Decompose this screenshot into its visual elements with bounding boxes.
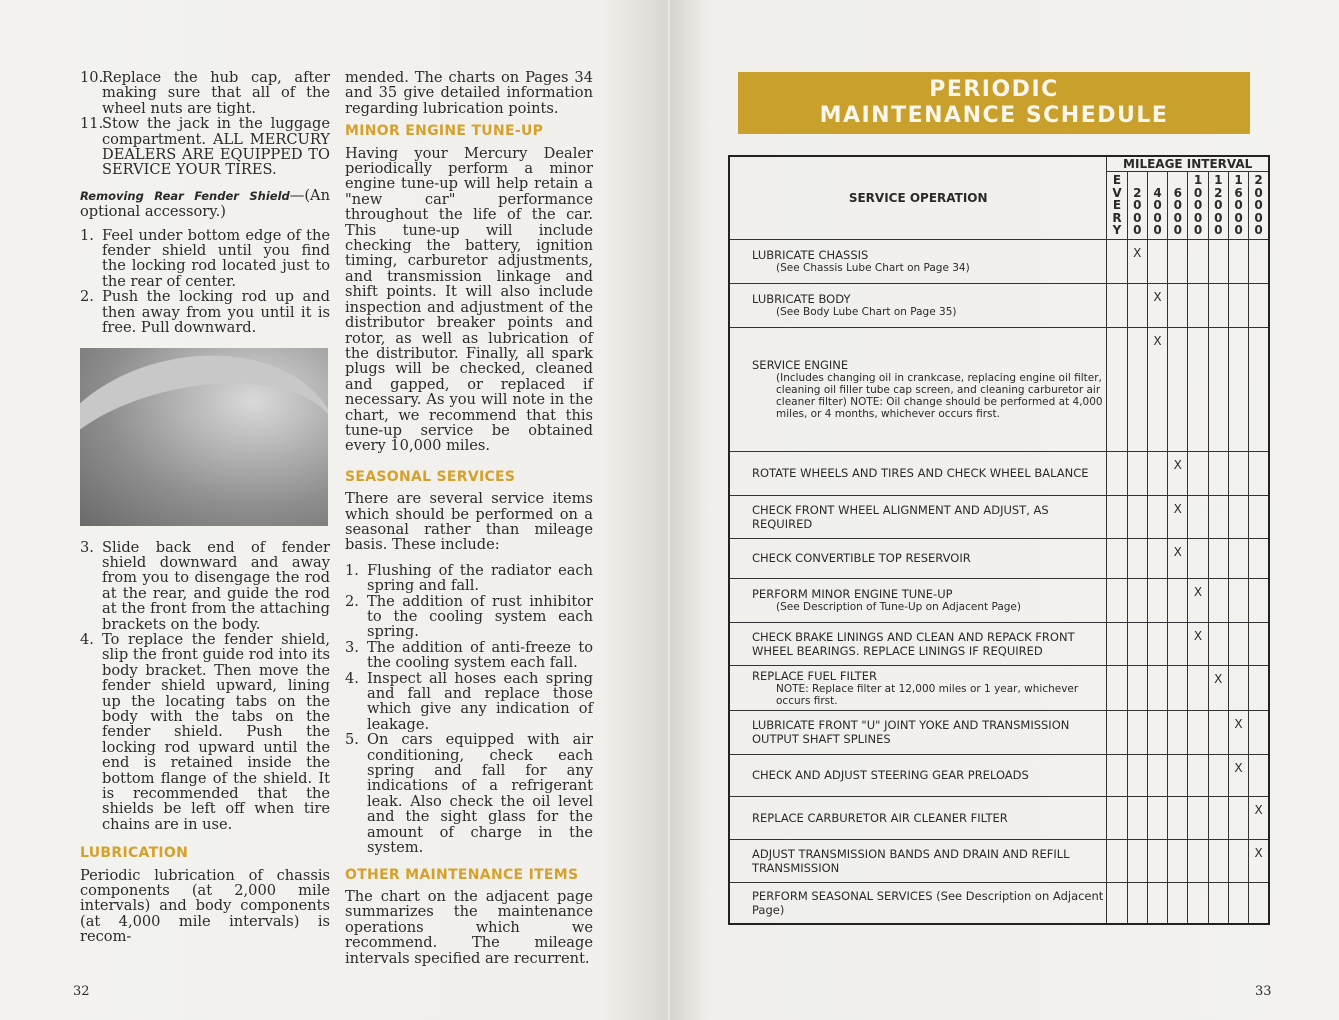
table-row	[729, 283, 1269, 327]
service-operation	[729, 495, 1107, 538]
table-row	[729, 495, 1269, 538]
interval-cell	[1249, 283, 1269, 327]
operation-note: (See Body Lube Chart on Page 35)	[776, 306, 957, 318]
left-column	[80, 70, 330, 947]
interval-cell	[1208, 239, 1228, 283]
operation-label: CHECK CONVERTIBLE TOP RESERVOIR	[752, 551, 971, 565]
interval-cell	[1188, 451, 1208, 495]
interval-cell	[1208, 451, 1228, 495]
operation-label: SERVICE ENGINE	[752, 358, 849, 372]
interval-cell	[1168, 710, 1188, 754]
item-text: Flushing of the radiator each spring and fall.	[367, 561, 593, 595]
service-operation	[729, 665, 1107, 710]
interval-cell	[1127, 495, 1147, 538]
seasonal-text: There are several service items which should be performed on a seasonal rather than mileage basis. These include:	[345, 490, 593, 554]
interval-cell	[1147, 327, 1167, 451]
list-item	[80, 116, 330, 178]
interval-cell	[1228, 239, 1248, 283]
interval-cell	[1147, 239, 1167, 283]
operation-note: (See Description of Tune-Up on Adjacent Page)	[776, 601, 1021, 613]
interval-cell	[1127, 839, 1147, 882]
interval-cell	[1168, 239, 1188, 283]
table-row	[729, 239, 1269, 283]
list-item	[80, 289, 330, 335]
interval-cell	[1107, 839, 1127, 882]
item-number: 10.	[80, 69, 104, 86]
table-row	[729, 451, 1269, 495]
interval-cell	[1228, 495, 1248, 538]
operation-note: (See Chassis Lube Chart on Page 34)	[776, 262, 970, 274]
service-operation	[729, 451, 1107, 495]
interval-cell	[1188, 327, 1208, 451]
interval-cell	[1249, 796, 1269, 839]
interval-cell	[1208, 882, 1228, 924]
interval-cell	[1168, 622, 1188, 665]
lubrication-text: Periodic lubrication of chassis components (at 2,000 mile intervals) and body components (at 4,000 mile intervals) is recom-	[80, 866, 330, 946]
service-operation	[729, 283, 1107, 327]
list-item	[80, 632, 330, 832]
check-mark: X	[1214, 671, 1223, 686]
page-number: 33	[1255, 984, 1272, 999]
interval-cell	[1188, 495, 1208, 538]
service-operation	[729, 796, 1107, 839]
service-operation	[729, 538, 1107, 578]
interval-cell	[1208, 578, 1228, 622]
table-row	[729, 538, 1269, 578]
interval-cell	[1107, 796, 1127, 839]
banner-line-2: MAINTENANCE SCHEDULE	[819, 103, 1169, 128]
interval-cell	[1228, 451, 1248, 495]
interval-column-header: E V E R Y	[1107, 172, 1127, 240]
interval-cell	[1249, 622, 1269, 665]
item-number: 11.	[80, 115, 104, 133]
interval-cell	[1147, 538, 1167, 578]
interval-cell	[1107, 665, 1127, 710]
interval-cell	[1168, 538, 1188, 578]
item-text: Replace the hub cap, after making sure that all of the wheel nuts are tight.	[102, 69, 330, 117]
interval-cell	[1127, 754, 1147, 796]
tuneup-text: Having your Mercury Dealer periodically perform a minor engine tune-up will help retain a "new car" performance throughout the life of the car. This tune-up will include checking the battery, ignition timing, carburetor adjustments, and transmission linkage and shift points. It will also include inspection and adjustment of the distributor breaker points and rotor, as well as lubrication of the distributor. Finally, all spark plugs will be checked, cleaned and gapped, or replaced if necessary. As you will note in the chart, we recommend that this tune-up service be obtained every 10,000 miles.	[345, 144, 593, 455]
interval-cell	[1168, 796, 1188, 839]
middle-column	[345, 70, 593, 968]
table-row	[729, 578, 1269, 622]
check-mark: X	[1153, 289, 1162, 304]
interval-cell	[1188, 754, 1208, 796]
interval-column-header: 6 0 0 0	[1168, 172, 1188, 240]
interval-cell	[1107, 710, 1127, 754]
list-item	[345, 671, 593, 733]
interval-cell	[1188, 710, 1208, 754]
interval-cell	[1249, 839, 1269, 882]
interval-cell	[1208, 754, 1228, 796]
other-text: The chart on the adjacent page summarizes the maintenance operations which we recommend. The mileage intervals specified are recurrent.	[345, 887, 593, 967]
interval-cell	[1168, 451, 1188, 495]
table-row	[729, 665, 1269, 710]
interval-cell	[1127, 578, 1147, 622]
interval-cell	[1168, 754, 1188, 796]
operation-label: LUBRICATE BODY	[752, 292, 851, 306]
table-row	[729, 796, 1269, 839]
operation-label: CHECK BRAKE LININGS AND CLEAN AND REPACK FRONT WHEEL BEARINGS. REPLACE LININGS IF REQUIRED	[752, 629, 1075, 658]
interval-cell	[1249, 578, 1269, 622]
item-text: The addition of anti-freeze to the cooling system each fall.	[367, 638, 593, 672]
interval-column-header: 1 2 0 0 0	[1208, 172, 1228, 240]
interval-cell	[1147, 754, 1167, 796]
operation-label: LUBRICATE CHASSIS	[752, 248, 869, 262]
fender-intro: —(An optional accessory.)	[80, 186, 330, 221]
interval-cell	[1127, 239, 1147, 283]
service-operation	[729, 622, 1107, 665]
interval-cell	[1107, 239, 1127, 283]
list-item	[80, 228, 330, 290]
list-item	[345, 732, 593, 855]
interval-column-header: 1 0 0 0 0	[1188, 172, 1208, 240]
interval-cell	[1208, 796, 1228, 839]
service-operation	[729, 239, 1107, 283]
operation-label: PERFORM MINOR ENGINE TUNE-UP	[752, 587, 953, 601]
check-mark: X	[1193, 584, 1203, 599]
interval-cell	[1188, 796, 1208, 839]
interval-cell	[1168, 578, 1188, 622]
service-operation	[729, 882, 1107, 924]
check-mark: X	[1173, 544, 1182, 559]
item-number: 1.	[80, 226, 94, 244]
interval-cell	[1147, 882, 1167, 924]
table-row	[729, 622, 1269, 665]
table-row	[729, 754, 1269, 796]
check-mark: X	[1133, 245, 1142, 260]
interval-cell	[1249, 327, 1269, 451]
service-operation	[729, 327, 1107, 451]
operation-label: ROTATE WHEELS AND TIRES AND CHECK WHEEL BALANCE	[752, 466, 1089, 480]
table-row	[729, 327, 1269, 451]
interval-cell	[1249, 451, 1269, 495]
interval-cell	[1168, 327, 1188, 451]
interval-cell	[1249, 710, 1269, 754]
interval-cell	[1168, 495, 1188, 538]
interval-cell	[1228, 754, 1248, 796]
interval-cell	[1208, 622, 1228, 665]
interval-cell	[1208, 839, 1228, 882]
interval-cell	[1228, 578, 1248, 622]
interval-cell	[1147, 796, 1167, 839]
interval-cell	[1188, 839, 1208, 882]
interval-cell	[1249, 665, 1269, 710]
item-text: Slide back end of fender shield downward and away from you to disengage the rod at the rear, and guide the rod at the front from the attaching brackets on the body.	[102, 538, 330, 633]
interval-cell	[1147, 665, 1167, 710]
service-operation-header: SERVICE OPERATION	[729, 156, 1107, 239]
interval-cell	[1188, 538, 1208, 578]
item-text: Stow the jack in the luggage compartment. ALL MERCURY DEALERS ARE EQUIPPED TO SERVICE YOUR TIRES.	[102, 115, 330, 179]
interval-cell	[1249, 882, 1269, 924]
interval-cell	[1107, 495, 1127, 538]
service-operation	[729, 710, 1107, 754]
interval-cell	[1208, 710, 1228, 754]
interval-cell	[1147, 839, 1167, 882]
interval-cell	[1188, 578, 1208, 622]
interval-cell	[1208, 495, 1228, 538]
interval-cell	[1107, 882, 1127, 924]
interval-cell	[1249, 538, 1269, 578]
interval-cell	[1147, 578, 1167, 622]
item-number: 5.	[345, 731, 359, 749]
check-mark: X	[1193, 628, 1203, 643]
interval-column-header: 2 0 0 0	[1127, 172, 1147, 240]
table-row	[729, 839, 1269, 882]
list-item	[80, 70, 330, 116]
interval-cell	[1147, 451, 1167, 495]
list-item	[345, 594, 593, 640]
operation-label: REPLACE FUEL FILTER	[752, 668, 877, 683]
fender-shield-photo	[80, 348, 328, 526]
left-page	[0, 0, 668, 1020]
maintenance-table	[728, 155, 1270, 925]
banner-line-1: PERIODIC	[929, 77, 1059, 102]
check-mark: X	[1234, 716, 1243, 731]
interval-cell	[1147, 622, 1167, 665]
table-row	[729, 882, 1269, 924]
operation-label: REPLACE CARBURETOR AIR CLEANER FILTER	[752, 810, 1008, 825]
service-operation	[729, 578, 1107, 622]
operation-label: CHECK AND ADJUST STEERING GEAR PRELOADS	[752, 768, 1029, 782]
interval-cell	[1228, 665, 1248, 710]
interval-cell	[1107, 327, 1127, 451]
item-number: 4.	[345, 669, 359, 687]
operation-label: PERFORM SEASONAL SERVICES (See Description on Adjacent Page)	[752, 888, 1104, 917]
schedule-banner	[738, 72, 1250, 134]
interval-cell	[1249, 754, 1269, 796]
interval-cell	[1228, 882, 1248, 924]
interval-cell	[1188, 665, 1208, 710]
lubrication-continued: mended. The charts on Pages 34 and 35 give detailed information regarding lubrication points.	[345, 69, 593, 117]
interval-cell	[1127, 327, 1147, 451]
item-number: 2.	[345, 592, 359, 610]
check-mark: X	[1173, 501, 1182, 516]
item-number: 1.	[345, 561, 359, 579]
list-item	[80, 540, 330, 632]
other-heading: OTHER MAINTENANCE ITEMS	[345, 866, 579, 883]
fender-title: Removing Rear Fender Shield	[80, 188, 290, 203]
interval-column-header: 1 6 0 0 0	[1228, 172, 1248, 240]
item-text: Feel under bottom edge of the fender shield until you find the locking rod located just to the rear of center.	[102, 226, 330, 290]
interval-cell	[1127, 538, 1147, 578]
operation-label: ADJUST TRANSMISSION BANDS AND DRAIN AND REFILL TRANSMISSION	[752, 846, 1070, 875]
interval-cell	[1188, 622, 1208, 665]
check-mark: X	[1173, 457, 1182, 472]
check-mark: X	[1254, 802, 1263, 817]
lubrication-heading: LUBRICATION	[80, 845, 189, 862]
interval-cell	[1147, 710, 1167, 754]
interval-cell	[1228, 796, 1248, 839]
item-number: 4.	[80, 630, 94, 648]
check-mark: X	[1234, 760, 1243, 775]
interval-cell	[1228, 327, 1248, 451]
service-operation	[729, 839, 1107, 882]
interval-cell	[1208, 665, 1228, 710]
interval-cell	[1168, 283, 1188, 327]
interval-cell	[1107, 283, 1127, 327]
interval-column-header: 4 0 0 0	[1147, 172, 1167, 240]
seasonal-heading: SEASONAL SERVICES	[345, 468, 516, 485]
interval-cell	[1168, 839, 1188, 882]
item-text: Push the locking rod up and then away from you until it is free. Pull downward.	[102, 288, 330, 337]
interval-cell	[1228, 710, 1248, 754]
interval-cell	[1127, 622, 1147, 665]
interval-cell	[1127, 710, 1147, 754]
interval-cell	[1107, 451, 1127, 495]
interval-cell	[1228, 538, 1248, 578]
interval-cell	[1107, 622, 1127, 665]
table-row	[729, 710, 1269, 754]
operation-note: (Includes changing oil in crankcase, replacing engine oil filter, cleaning oil filler tube cap screen, and cleaning carburetor air cleaner filter) NOTE: Oil change should be performed at 4,000 miles, or 4 months, whichever occurs first.	[776, 372, 1103, 420]
item-text: Inspect all hoses each spring and fall and replace those which give any indication of leakage.	[367, 669, 593, 733]
interval-cell	[1208, 327, 1228, 451]
interval-cell	[1127, 882, 1147, 924]
interval-cell	[1147, 283, 1167, 327]
check-mark: X	[1254, 845, 1263, 860]
tuneup-heading: MINOR ENGINE TUNE-UP	[345, 123, 544, 140]
interval-cell	[1228, 839, 1248, 882]
interval-cell	[1208, 538, 1228, 578]
operation-label: CHECK FRONT WHEEL ALIGNMENT AND ADJUST, AS REQUIRED	[752, 502, 1049, 531]
interval-cell	[1107, 578, 1127, 622]
interval-cell	[1208, 283, 1228, 327]
interval-cell	[1168, 665, 1188, 710]
item-text: The addition of rust inhibitor to the cooling system each spring.	[367, 592, 593, 641]
item-number: 3.	[345, 638, 359, 656]
interval-cell	[1228, 283, 1248, 327]
list-item	[345, 563, 593, 594]
interval-cell	[1127, 283, 1147, 327]
interval-cell	[1107, 754, 1127, 796]
interval-cell	[1127, 665, 1147, 710]
interval-cell	[1188, 882, 1208, 924]
interval-cell	[1127, 796, 1147, 839]
check-mark: X	[1153, 333, 1162, 348]
interval-cell	[1127, 451, 1147, 495]
operation-note: NOTE: Replace filter at 12,000 miles or 1 year, whichever occurs first.	[776, 682, 1079, 707]
interval-column-header: 2 0 0 0 0	[1249, 172, 1269, 240]
item-text: On cars equipped with air conditioning, check each spring and fall for any indications of a refrigerant leak. Also check the oil level and the sight glass for the amount of charge in the system.	[367, 731, 593, 857]
list-item	[345, 640, 593, 671]
service-operation	[729, 754, 1107, 796]
item-number: 2.	[80, 288, 94, 306]
interval-cell	[1249, 239, 1269, 283]
interval-cell	[1147, 495, 1167, 538]
interval-cell	[1228, 622, 1248, 665]
operation-label: LUBRICATE FRONT "U" JOINT YOKE AND TRANSMISSION OUTPUT SHAFT SPLINES	[752, 718, 1070, 746]
interval-cell	[1188, 239, 1208, 283]
interval-cell	[1107, 538, 1127, 578]
item-number: 3.	[80, 538, 94, 556]
item-text: To replace the fender shield, slip the front guide rod into its body bracket. Then move the fender shield upward, lining up the locating tabs on the body with the tabs on the fender shield. Push the locking rod upward until the end is retained inside the bottom flange of the shield. It is recommended that the shields be left off when tire chains are in use.	[102, 630, 330, 833]
interval-cell	[1188, 283, 1208, 327]
mileage-interval-header: MILEAGE INTERVAL	[1107, 156, 1269, 172]
page-number: 32	[73, 984, 90, 999]
interval-cell	[1168, 882, 1188, 924]
interval-cell	[1249, 495, 1269, 538]
